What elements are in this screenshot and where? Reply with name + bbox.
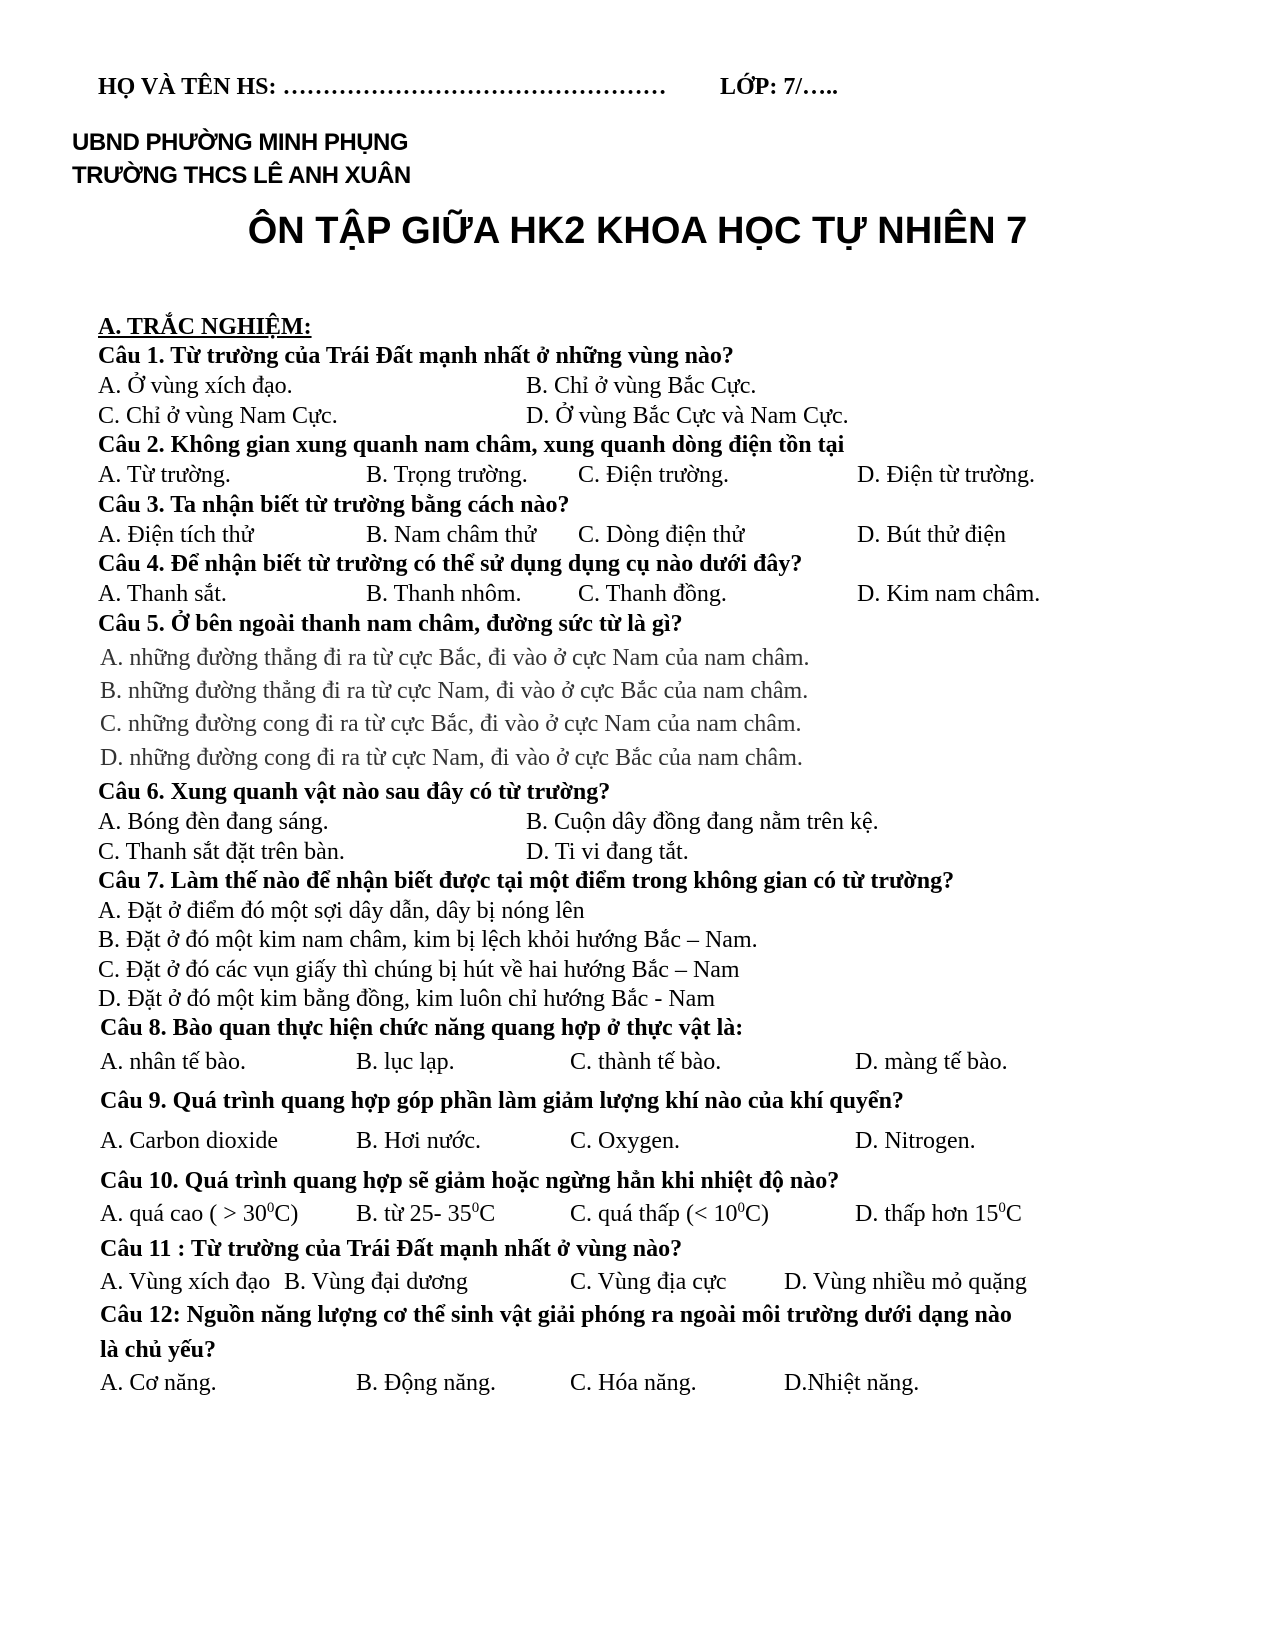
q3-option-b: B. Nam châm thử [366, 522, 537, 548]
question-12 [100, 1302, 1012, 1329]
q10-option-c: C. quá thấp (< $10^0C$) [570, 1200, 770, 1227]
q12-text-line2: là chủ yếu? [100, 1337, 217, 1363]
q6-option-b: B. Cuộn dây đồng đang nằm trên kệ. [526, 809, 879, 835]
q12-label: Câu 12 [100, 1302, 173, 1328]
q3-option-a: A. Điện tích thử [98, 522, 254, 548]
q11-option-a: A. Vùng xích đạo [100, 1269, 271, 1295]
q9-option-b: B. Hơi nước. [356, 1128, 482, 1154]
student-name-line: HỌ VÀ TÊN HS: ………………………………………… [98, 74, 667, 100]
degree-sup: 0 [471, 1200, 480, 1216]
q5-option-d: D. những đường cong đi ra từ cực Nam, đi vào ở cực Bắc của nam châm. [100, 745, 803, 771]
question-5 [98, 611, 683, 638]
q7-option-a: A. Đặt ở điểm đó một sợi dây dẫn, dây bị nóng lên [98, 898, 585, 924]
question-1: Câu 1. Từ trường của Trái Đất mạnh nhất ở những vùng nào? [98, 343, 734, 369]
question-7: Câu 7. Làm thế nào để nhận biết được tại một điểm trong không gian có từ trường? [98, 868, 955, 894]
q10-option-b: B. từ 25- $35^0C$ [356, 1200, 496, 1227]
q12-option-d: D.Nhiệt năng. [784, 1370, 920, 1396]
section-heading: A. TRẮC NGHIỆM: [98, 314, 312, 340]
q12-option-b: B. Động năng. [356, 1370, 496, 1396]
question-9: Câu 9. Quá trình quang hợp góp phần làm giảm lượng khí nào của khí quyển? [100, 1088, 904, 1114]
q6-option-c: C. Thanh sắt đặt trên bàn. [98, 839, 345, 865]
q4-option-a: A. Thanh sắt. [98, 581, 227, 607]
q9-option-c: C. Oxygen. [570, 1128, 680, 1154]
q5-option-c: C. những đường cong đi ra từ cực Bắc, đi vào ở cực Nam của nam châm. [100, 711, 802, 737]
q2-option-b: B. Trọng trường. [366, 462, 528, 488]
q1-option-c: C. Chỉ ở vùng Nam Cực. [98, 403, 338, 429]
q5-option-a: A. những đường thẳng đi ra từ cực Bắc, đi vào ở cực Nam của nam châm. [100, 645, 810, 671]
q8-option-d: D. màng tế bào. [855, 1049, 1008, 1075]
q1-option-d: D. Ở vùng Bắc Cực và Nam Cực. [526, 403, 849, 429]
q8-option-a: A. nhân tế bào. [100, 1049, 246, 1075]
q3-option-c: C. Dòng điện thử [578, 522, 745, 548]
q2-option-a: A. Từ trường. [98, 462, 231, 488]
q2-option-c: C. Điện trường. [578, 462, 730, 488]
degree-sup: 0 [266, 1200, 275, 1216]
q11-option-b: B. Vùng đại dương [284, 1269, 468, 1295]
q11-option-d: D. Vùng nhiều mỏ quặng [784, 1269, 1027, 1295]
q1-option-b: B. Chỉ ở vùng Bắc Cực. [526, 373, 757, 399]
q12-option-a: A. Cơ năng. [100, 1370, 217, 1396]
question-6: Câu 6. Xung quanh vật nào sau đây có từ trường? [98, 779, 611, 805]
school-district: UBND PHƯỜNG MINH PHỤNG [72, 129, 409, 156]
question-4: Câu 4. Để nhận biết từ trường có thể sử dụng dụng cụ nào dưới đây? [98, 551, 803, 577]
q7-option-c: C. Đặt ở đó các vụn giấy thì chúng bị hút về hai hướng Bắc – Nam [98, 957, 740, 983]
q10-option-d: D. thấp hơn $15^0C$ [855, 1200, 1022, 1227]
q11-option-c: C. Vùng địa cực [570, 1269, 727, 1295]
degree-sup: 0 [737, 1200, 746, 1216]
question-3: Câu 3. Ta nhận biết từ trường bằng cách nào? [98, 492, 570, 518]
school-name: TRƯỜNG THCS LÊ ANH XUÂN [72, 162, 411, 189]
q6-option-a: A. Bóng đèn đang sáng. [98, 809, 329, 835]
degree-sup: 0 [998, 1200, 1006, 1216]
question-2: Câu 2. Không gian xung quanh nam châm, xung quanh dòng điện tồn tại [98, 432, 845, 458]
class-line: LỚP: 7/….. [720, 74, 838, 100]
q5-label: Câu 5 [98, 611, 159, 637]
q9-option-d: D. Nitrogen. [855, 1128, 976, 1154]
page-title: ÔN TẬP GIỮA HK2 KHOA HỌC TỰ NHIÊN 7 [247, 210, 1028, 252]
q7-option-b: B. Đặt ở đó một kim nam châm, kim bị lệch khỏi hướng Bắc – Nam. [98, 927, 758, 953]
q5-option-b: B. những đường thẳng đi ra từ cực Nam, đi vào ở cực Bắc của nam châm. [100, 678, 809, 704]
question-8: Câu 8. Bào quan thực hiện chức năng quang hợp ở thực vật là: [100, 1015, 744, 1041]
q12-text-line1: : Nguồn năng lượng cơ thể sinh vật giải phóng ra ngoài môi trường dưới dạng nào [172, 1302, 1012, 1328]
question-10: Câu 10. Quá trình quang hợp sẽ giảm hoặc ngừng hẳn khi nhiệt độ nào? [100, 1168, 840, 1194]
q8-option-c: C. thành tế bào. [570, 1049, 722, 1075]
q2-option-d: D. Điện từ trường. [857, 462, 1036, 488]
q8-option-b: B. lục lạp. [356, 1049, 455, 1075]
q7-option-d: D. Đặt ở đó một kim bằng đồng, kim luôn chỉ hướng Bắc - Nam [98, 986, 715, 1012]
q4-option-b: B. Thanh nhôm. [366, 581, 522, 607]
q6-option-d: D. Ti vi đang tắt. [526, 839, 689, 865]
q5-text: . Ở bên ngoài thanh nam châm, đường sức từ là gì? [158, 611, 683, 637]
q1-option-a: A. Ở vùng xích đạo. [98, 373, 293, 399]
q4-option-c: C. Thanh đồng. [578, 581, 727, 607]
q12-option-c: C. Hóa năng. [570, 1370, 697, 1396]
question-11: Câu 11 : Từ trường của Trái Đất mạnh nhất ở vùng nào? [100, 1236, 683, 1262]
q4-option-d: D. Kim nam châm. [857, 581, 1041, 607]
q10-option-a: A. quá cao ( > $30^0C$) [100, 1200, 299, 1227]
q3-option-d: D. Bút thử điện [857, 522, 1007, 548]
q9-option-a: A. Carbon dioxide [100, 1128, 278, 1154]
